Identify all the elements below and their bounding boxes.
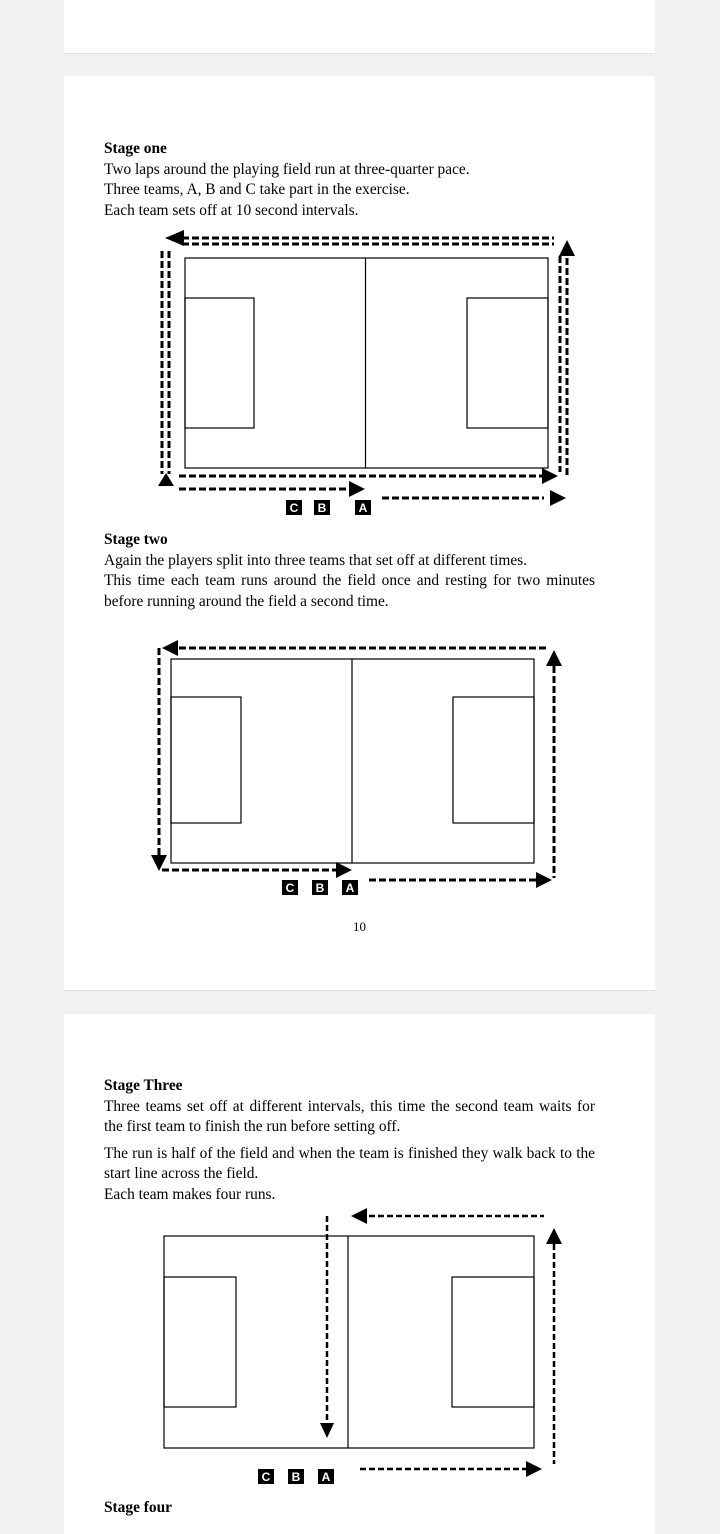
stage-two-run-paths <box>159 648 554 880</box>
stage-three-arrowheads <box>320 1208 562 1477</box>
svg-text:B: B <box>317 501 327 515</box>
right-penalty-box <box>452 1277 534 1407</box>
stage-one-line-3: Each team sets off at 10 second intervals. <box>104 201 359 219</box>
svg-text:B: B <box>315 881 325 895</box>
stage-two-field <box>171 659 534 863</box>
svg-text:C: C <box>285 881 295 895</box>
svg-text:A: A <box>358 501 368 515</box>
team-label-a <box>342 880 358 895</box>
svg-text:A: A <box>321 1470 331 1484</box>
stage-two-arrowheads <box>151 640 562 888</box>
previous-page-fragment <box>64 0 655 54</box>
team-label-c <box>282 880 298 895</box>
team-label-b <box>288 1469 304 1484</box>
stage-three-paragraph-1: Three teams set off at different intervals, this time the second team waits for the first team to finish the run before setting off. <box>104 1097 595 1135</box>
stage-two-team-labels <box>282 880 358 895</box>
stage-three-paragraph-2: The run is half of the field and when the team is finished they walk back to the start line across the field. <box>104 1144 595 1182</box>
left-penalty-box <box>171 697 241 823</box>
svg-text:B: B <box>291 1470 301 1484</box>
stage-one-heading: Stage one <box>104 140 167 157</box>
team-label-a <box>318 1469 334 1484</box>
stage-two-paragraph-1: Again the players split into three teams that set off at different times. <box>104 551 527 569</box>
stage-four-text <box>104 1498 595 1519</box>
svg-text:C: C <box>261 1470 271 1484</box>
stage-one-line-2: Three teams, A, B and C take part in the exercise. <box>104 181 410 198</box>
stage-two-diagram <box>64 76 655 990</box>
document-page-11 <box>64 1014 655 1534</box>
stage-three-heading: Stage Three <box>104 1077 183 1094</box>
document-page-10 <box>64 76 655 991</box>
field-outline <box>164 1236 534 1448</box>
stage-one-line-1: Two laps around the playing field run at three-quarter pace. <box>104 160 470 178</box>
stage-two-paragraph-2: This time each team runs around the field once and resting for two minutes before running around the field a second time. <box>104 572 595 610</box>
stage-two-heading: Stage two <box>104 531 168 548</box>
stage-three-diagram <box>64 1014 655 1534</box>
right-penalty-box <box>453 697 534 823</box>
stage-four-heading: Stage four <box>104 1499 172 1516</box>
stage-three-field <box>164 1236 534 1448</box>
team-label-b <box>312 880 328 895</box>
left-penalty-box <box>164 1277 236 1407</box>
stage-three-team-labels <box>258 1469 334 1484</box>
page-number: 10 <box>353 919 366 934</box>
stage-three-paragraph-3: Each team makes four runs. <box>104 1185 276 1203</box>
svg-text:C: C <box>289 501 299 515</box>
team-label-c <box>258 1469 274 1484</box>
stage-three-run-paths <box>327 1216 554 1469</box>
svg-text:A: A <box>345 881 355 895</box>
